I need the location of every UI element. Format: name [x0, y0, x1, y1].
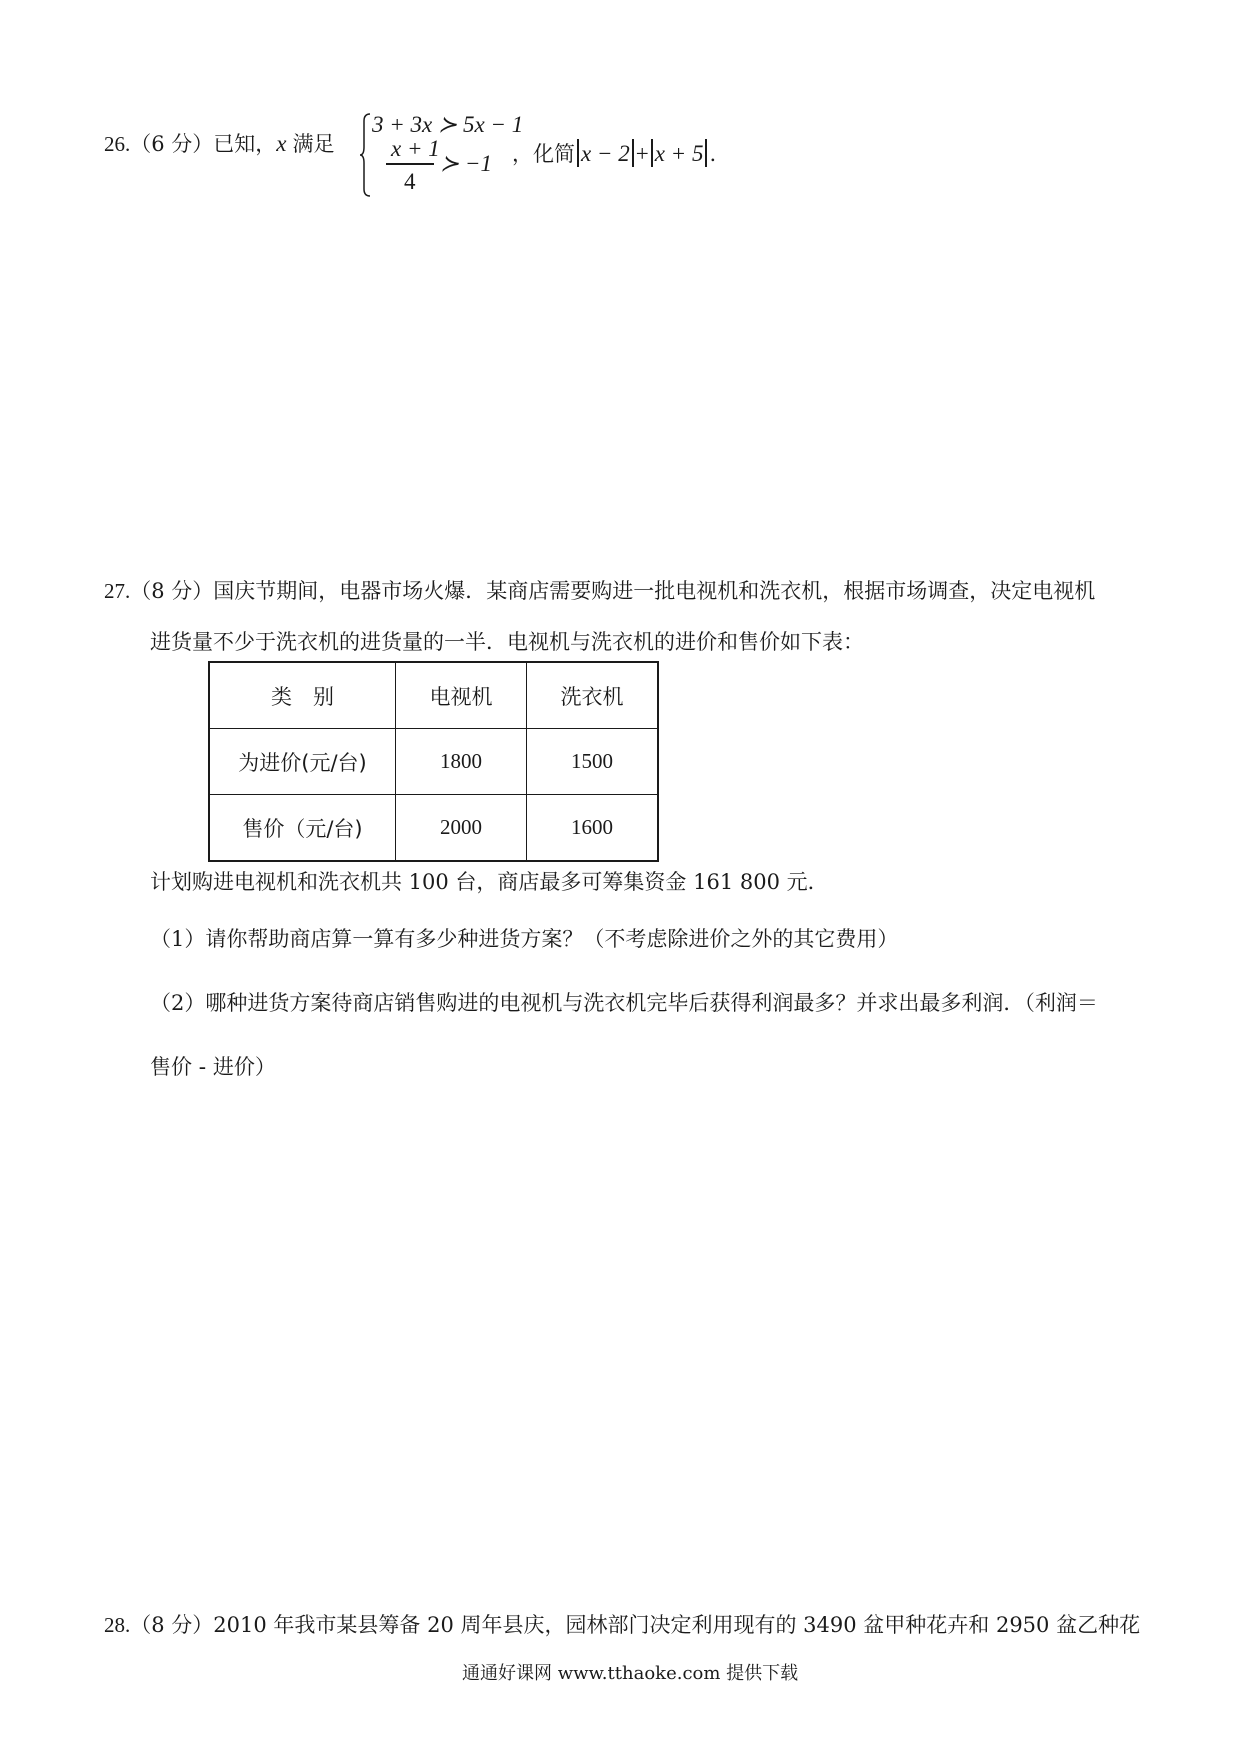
table-row-label: 售价（元/台)	[209, 795, 396, 862]
q27-part-1	[150, 923, 898, 953]
q26-abs-2: x + 5	[654, 141, 704, 166]
q26-inequality-2-rhs: ≻ −1	[440, 151, 493, 176]
table-header-row	[209, 662, 658, 729]
table-row	[209, 729, 658, 795]
table-header-tv: 电视机	[396, 662, 527, 729]
q27-number: 27.	[104, 579, 131, 603]
q27-line-1	[104, 575, 1095, 605]
table-header-washer: 洗衣机	[527, 662, 659, 729]
q26-fraction-numerator: x + 1	[391, 136, 440, 161]
q26-simplify	[512, 138, 716, 168]
abs-bar-right-2	[705, 139, 707, 167]
q27-line-2: 进货量不少于洗衣机的进货量的一半．电视机与洗衣机的进价和售价如下表：	[150, 630, 864, 654]
table-cell: 2000	[396, 795, 527, 862]
table-row	[209, 795, 658, 862]
page-footer: 通通好课网 www.tthaoke.com 提供下载	[462, 1663, 799, 1684]
q26-text-c: ，化简	[512, 142, 575, 166]
q26-score: （6 分）	[130, 132, 214, 156]
table-cell: 1800	[396, 729, 527, 795]
q26-var-x: x	[276, 131, 287, 156]
q26-abs-1: x − 2	[581, 141, 630, 166]
table-cell: 1500	[527, 729, 659, 795]
brace-symbol	[359, 113, 371, 197]
q28-number: 28.	[104, 1613, 131, 1637]
q26-intro	[104, 128, 335, 158]
q26-fraction-bar	[386, 163, 434, 165]
q28-score: （8 分）	[130, 1613, 214, 1637]
table-header-category: 类 别	[209, 662, 396, 729]
q27-part2-note: （利润＝	[1024, 991, 1098, 1015]
table-cell: 1600	[527, 795, 659, 862]
q27-part-2	[150, 987, 1098, 1017]
price-table	[208, 661, 659, 862]
q26-inequality-1: 3 + 3x ≻ 5x − 1	[372, 112, 524, 137]
q27-score: （8 分）	[130, 579, 214, 603]
abs-bar-left-2	[651, 139, 653, 167]
q26-plus: +	[635, 141, 649, 166]
abs-bar-right-1	[632, 139, 634, 167]
q28-text: 2010 年我市某县筹备 20 周年县庆，园林部门决定利用现有的 3490 盆甲种花卉和 2950 盆乙种花	[213, 1613, 1141, 1637]
q27-part2-text: （2）哪种进货方案待商店销售购进的电视机与洗衣机完毕后获得利润最多？并求出最多利润．	[150, 991, 1025, 1015]
q26-text-b: 满足	[292, 132, 335, 156]
q26-end: .	[709, 142, 717, 166]
q28-line-1	[104, 1609, 1140, 1639]
q26-text-a: 已知，	[213, 132, 277, 156]
table-row-label: 为进价(元/台)	[209, 729, 396, 795]
q27-part1-text: （1）请你帮助商店算一算有多少种进货方案？	[150, 927, 584, 951]
q27-line1-text: 国庆节期间，电器市场火爆．某商店需要购进一批电视机和洗衣机，根据市场调查，决定电视机	[213, 579, 1096, 603]
abs-bar-left-1	[577, 139, 579, 167]
q26-fraction-denominator: 4	[404, 169, 416, 194]
q27-part1-note: （不考虑除进价之外的其它费用）	[583, 927, 899, 951]
q27-part-2-cont: 售价 - 进价）	[150, 1055, 276, 1079]
q27-line-3: 计划购进电视机和洗衣机共 100 台，商店最多可筹集资金 161 800 元．	[150, 870, 829, 894]
q26-number: 26.	[104, 132, 131, 156]
